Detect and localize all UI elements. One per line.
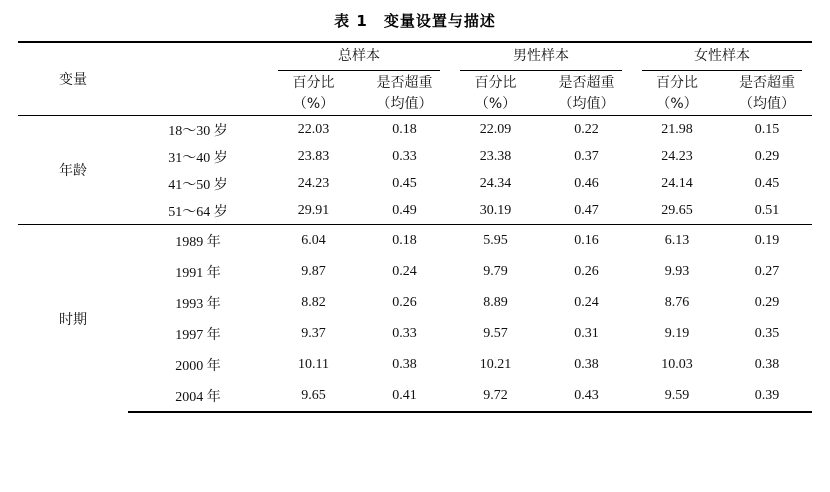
cell-value: 0.24: [574, 294, 599, 310]
header-group-total: 总样本: [268, 42, 450, 73]
row-label: 2004 年: [128, 380, 268, 412]
row-label: 31～40 岁: [168, 150, 228, 166]
cell-value: 0.31: [574, 325, 599, 341]
cell-value: 22.03: [268, 116, 359, 144]
cell-value: 0.26: [574, 263, 599, 279]
header-sub-total-overweight: 是否超重 （均值）: [376, 75, 433, 112]
cell-value: 10.11: [298, 356, 329, 372]
cell-value: 0.16: [541, 225, 632, 257]
cell-value: 9.79: [483, 263, 508, 279]
header-group-row: [18, 42, 812, 73]
cell-value: 8.82: [301, 294, 326, 310]
cell-value: 21.98: [632, 116, 722, 144]
header-group-female: 女性样本: [632, 42, 812, 73]
section-category-age: 年龄: [18, 116, 128, 225]
cell-value: 9.37: [301, 325, 326, 341]
cell-value: 0.33: [392, 325, 417, 341]
cell-value: 9.87: [301, 263, 326, 279]
table-row: [18, 116, 812, 144]
cell-value: 0.35: [754, 325, 780, 341]
cell-value: 24.34: [479, 175, 512, 191]
cell-value: 5.95: [450, 225, 541, 257]
table-title: 表 1 变量设置与描述: [334, 12, 496, 30]
cell-value: 30.19: [479, 202, 512, 218]
cell-value: 0.33: [392, 148, 417, 164]
cell-value: 9.72: [450, 380, 541, 412]
cell-value: 0.39: [722, 380, 812, 412]
cell-value: 0.24: [392, 263, 417, 279]
header-sub-female-percent: 百分比 （%）: [656, 75, 698, 112]
cell-value: 24.23: [297, 175, 330, 191]
header-variable-spacer: [128, 42, 268, 116]
cell-value: 9.65: [268, 380, 359, 412]
cell-value: 0.41: [359, 380, 450, 412]
cell-value: 0.45: [754, 175, 780, 191]
cell-value: 0.18: [359, 116, 450, 144]
cell-value: 0.37: [574, 148, 599, 164]
table-row: [18, 225, 812, 257]
table-row: [18, 380, 812, 412]
cell-value: 0.22: [541, 116, 632, 144]
cell-value: 29.65: [661, 202, 693, 218]
cell-value: 6.13: [632, 225, 722, 257]
variable-description-table: [18, 41, 812, 413]
row-label: 51～64 岁: [168, 204, 228, 220]
cell-value: 9.19: [664, 325, 690, 341]
cell-value: 0.51: [754, 202, 780, 218]
cell-value: 0.18: [359, 225, 450, 257]
header-group-male: 男性样本: [450, 42, 632, 73]
cell-value: 29.91: [297, 202, 330, 218]
cell-value: 6.04: [268, 225, 359, 257]
cell-value: 0.46: [574, 175, 599, 191]
table-row: [18, 256, 812, 287]
cell-value: 0.19: [722, 225, 812, 257]
header-sub-female-overweight: 是否超重 （均值）: [739, 75, 795, 112]
table-row: [18, 197, 812, 225]
cell-value: 0.38: [754, 356, 780, 372]
table-row: [18, 318, 812, 349]
row-label: 1997 年: [175, 327, 221, 343]
cell-value: 10.21: [479, 356, 512, 372]
cell-value: 9.59: [632, 380, 722, 412]
cell-value: 0.29: [754, 294, 780, 310]
table-row: [18, 349, 812, 380]
cell-value: 0.29: [754, 148, 780, 164]
cell-value: 0.38: [574, 356, 599, 372]
cell-value: 0.15: [722, 116, 812, 144]
table-row: [18, 143, 812, 170]
cell-value: 23.83: [297, 148, 330, 164]
cell-value: 0.38: [392, 356, 417, 372]
header-variable-label: 变量: [18, 42, 128, 116]
cell-value: 24.23: [661, 148, 693, 164]
cell-value: 23.38: [479, 148, 512, 164]
cell-value: 10.03: [661, 356, 693, 372]
cell-value: 0.45: [392, 175, 417, 191]
cell-value: 8.89: [483, 294, 508, 310]
cell-value: 0.27: [754, 263, 780, 279]
cell-value: 22.09: [450, 116, 541, 144]
table-row: [18, 170, 812, 197]
cell-value: 24.14: [661, 175, 693, 191]
cell-value: 0.43: [541, 380, 632, 412]
row-label: 1989 年: [128, 225, 268, 257]
section-category-period: 时期: [18, 225, 128, 413]
table-row: [18, 287, 812, 318]
row-label: 1993 年: [175, 296, 221, 312]
cell-value: 0.47: [574, 202, 599, 218]
cell-value: 8.76: [664, 294, 690, 310]
cell-value: 9.93: [664, 263, 690, 279]
cell-value: 9.57: [483, 325, 508, 341]
cell-value: 0.26: [392, 294, 417, 310]
row-label: 41～50 岁: [168, 177, 228, 193]
header-sub-total-percent: 百分比 （%）: [292, 75, 335, 112]
header-sub-male-overweight: 是否超重 （均值）: [558, 75, 615, 112]
row-label: 2000 年: [175, 358, 221, 374]
row-label: 18～30 岁: [128, 116, 268, 144]
row-label: 1991 年: [175, 265, 221, 281]
header-sub-male-percent: 百分比 （%）: [474, 75, 517, 112]
cell-value: 0.49: [392, 202, 417, 218]
